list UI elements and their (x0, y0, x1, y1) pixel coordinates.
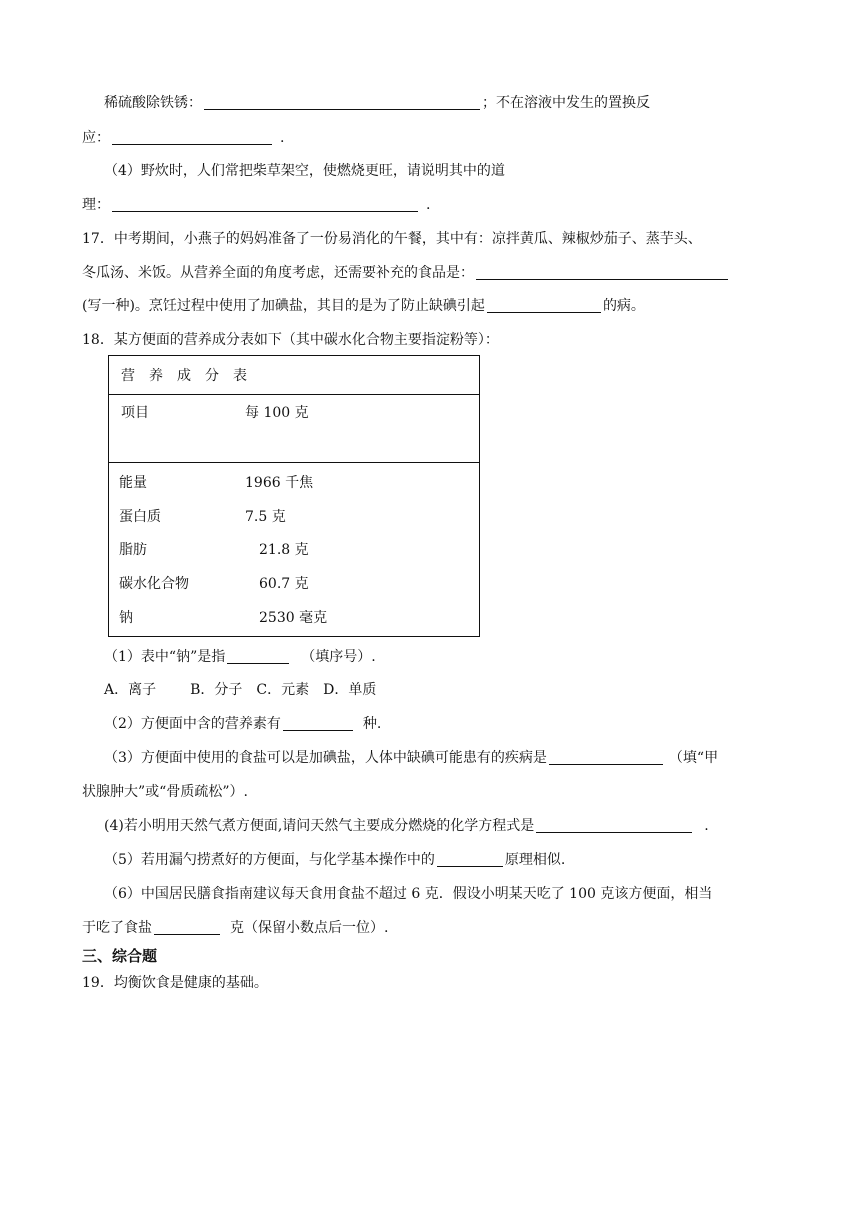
reason-blank[interactable] (112, 195, 418, 212)
operation-blank[interactable] (437, 850, 503, 867)
sub4-label: (4)若小明用天然气煮方便面,请问天然气主要成分燃烧的化学方程式是 (104, 818, 535, 834)
iodine-disease-blank[interactable] (487, 296, 601, 313)
salt-amount-blank[interactable] (154, 918, 220, 935)
nutrition-table (108, 355, 480, 637)
sub3-line1 (104, 748, 718, 768)
replacement-reaction-blank[interactable] (112, 128, 272, 145)
sub5-suffix: 原理相似. (504, 852, 566, 868)
row-value: 1966 千焦 (245, 475, 314, 491)
sub5-line (104, 850, 565, 870)
row-name: 碳水化合物 (119, 576, 189, 592)
q19-text: 19．均衡饮食是健康的基础。 (82, 975, 268, 991)
option-c[interactable]: C．元素 (256, 682, 310, 698)
row-value: 60.7 克 (259, 576, 309, 592)
sub1-line (104, 647, 376, 667)
row-value: 2530 毫克 (259, 610, 328, 626)
q18-text: 18．某方便面的营养成分表如下（其中碳水化合物主要指淀粉等）： (82, 332, 499, 348)
row-name: 钠 (119, 610, 133, 626)
sub2-line (104, 714, 381, 734)
sub1-label: （1）表中“钠”是指 (104, 649, 226, 665)
row-name: 蛋白质 (119, 509, 161, 525)
row-value: 21.8 克 (259, 542, 309, 558)
rust-removal-label: 稀硫酸除铁锈： (104, 95, 202, 111)
table-divider (109, 394, 479, 395)
option-d[interactable]: D．单质 (323, 682, 377, 698)
q17-line3 (82, 296, 645, 316)
disease-blank[interactable] (549, 748, 663, 765)
q17-line2 (82, 263, 730, 283)
row-name: 脂肪 (119, 542, 147, 558)
option-b[interactable]: B．分子 (190, 682, 243, 698)
nutrient-count-blank[interactable] (283, 714, 353, 731)
period: . (280, 130, 285, 146)
q16-sub4-text: （4）野炊时，人们常把柴草架空，使燃烧更旺，请说明其中的道 (104, 163, 505, 179)
period: . (704, 818, 709, 834)
period: . (426, 197, 431, 213)
replacement-reaction-label: ；不在溶液中发生的置换反 (482, 95, 650, 111)
sub6-line2 (82, 918, 388, 938)
rust-equation-blank[interactable] (204, 93, 480, 110)
combustion-equation-blank[interactable] (536, 816, 692, 833)
sub4-line (104, 816, 709, 836)
sub6-line1: （6）中国居民膳食指南建议每天食用食盐不超过 6 克．假设小明某天吃了 100 克该方便面，相当 (104, 886, 713, 902)
table-title: 营 养 成 分 表 (121, 368, 247, 384)
option-a[interactable]: A．离子 (104, 682, 157, 698)
q17-food-label: 冬瓜汤、米饭。从营养全面的角度考虑，还需要补充的食品是： (82, 265, 474, 281)
sub3-label: （3）方便面中使用的食盐可以是加碘盐，人体中缺碘可能患有的疾病是 (104, 750, 547, 766)
header-item: 项目 (121, 405, 149, 421)
sub1-options (104, 680, 376, 700)
sub6-suffix: 克（保留小数点后一位）. (230, 920, 389, 936)
sub3-line2: 状腺肿大”或“骨质疏松”）. (82, 784, 248, 800)
sub2-suffix: 种. (362, 716, 382, 732)
row-value: 7.5 克 (245, 509, 286, 525)
row-name: 能量 (119, 475, 147, 491)
sub5-label: （5）若用漏勺捞煮好的方便面，与化学基本操作中的 (104, 852, 435, 868)
replacement-reaction-line (82, 128, 284, 148)
header-per-100g: 每 100 克 (245, 405, 309, 421)
sub3-suffix: （填“甲 (668, 750, 719, 766)
reaction-prefix: 应： (82, 130, 110, 146)
sub2-label: （2）方便面中含的营养素有 (104, 716, 281, 732)
table-divider (109, 462, 479, 463)
section-heading: 三、综合题 (82, 947, 158, 965)
sub6-label: 于吃了食盐 (82, 920, 152, 936)
sub1-suffix: （填序号）. (301, 649, 376, 665)
q17-suffix: 的病。 (602, 298, 645, 314)
reason-prefix: 理： (82, 197, 110, 213)
q17-line1: 17．中考期间，小燕子的妈妈准备了一份易消化的午餐，其中有：凉拌黄瓜、辣椒炒茄子、蒸芋头、 (82, 231, 702, 247)
q17-iodine-label: (写一种)。烹饪过程中使用了加碘盐，其目的是为了防止缺碘引起 (82, 298, 485, 314)
rust-removal-line (104, 93, 650, 113)
food-blank[interactable] (476, 263, 728, 280)
reason-line (82, 195, 430, 215)
sodium-blank[interactable] (227, 647, 289, 664)
